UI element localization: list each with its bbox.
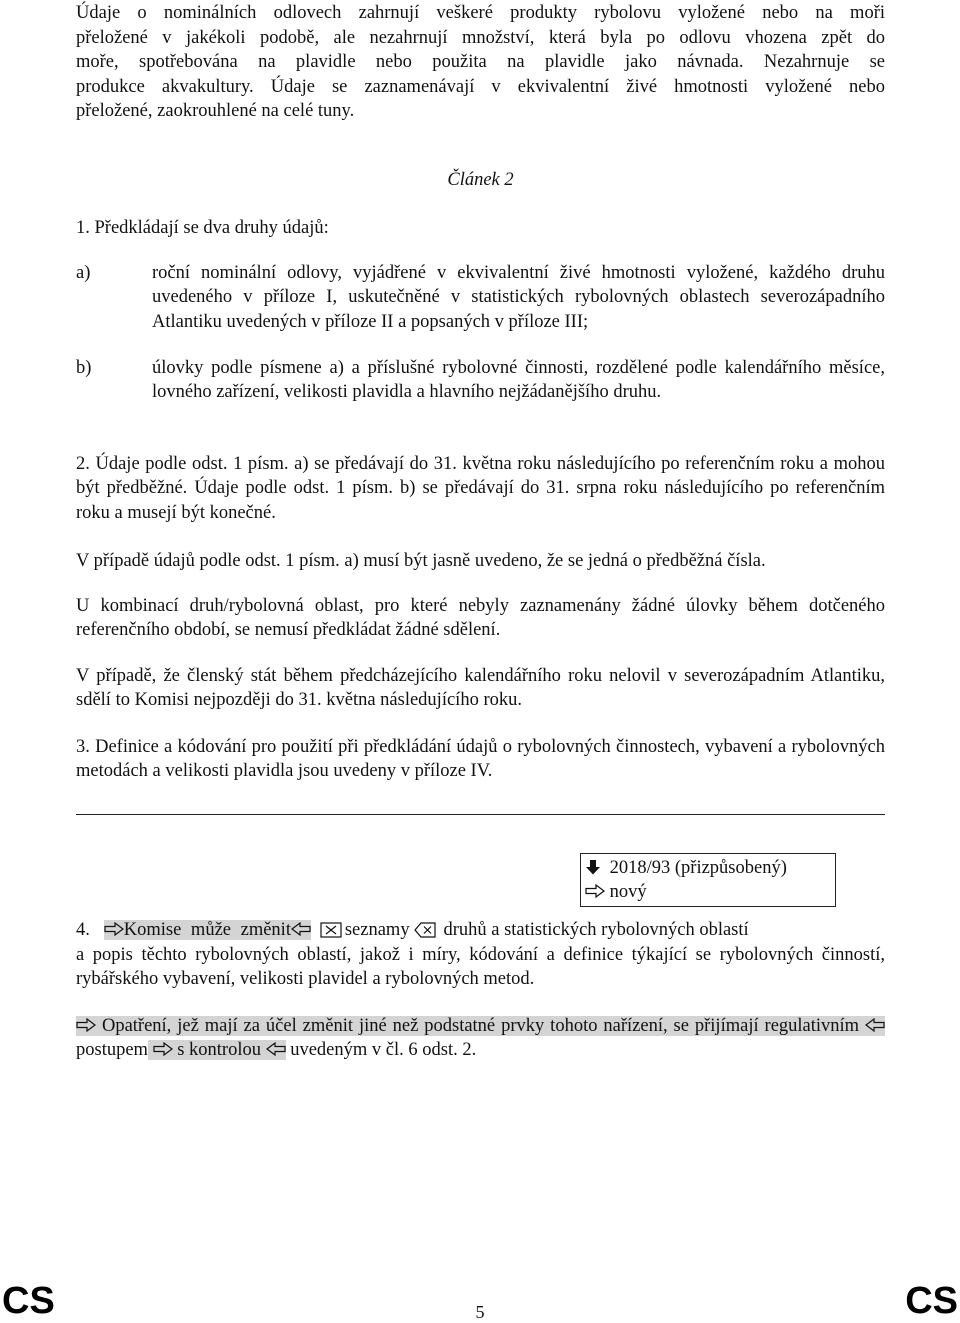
arrow-right-outline-icon [76, 1018, 96, 1032]
backspace-x-icon [414, 922, 434, 936]
reference-box-line-new [585, 880, 829, 904]
arrow-right-outline-icon [104, 922, 124, 936]
paragraph-4-first-line [76, 918, 885, 942]
paragraph-2: 2. Údaje podle odst. 1 písm. a) se předávají do 31. května roku následujícího po referenčním roku a mohou být předběžné. Údaje podle odst. 1 písm. b) se předávají do 31. srpna roku následujícího po referenčním roku a musejí být konečné. [76, 454, 885, 523]
paragraph-5-word: postupem [76, 1040, 148, 1061]
arrow-left-outline-icon [266, 1042, 286, 1056]
inserted-text [104, 920, 311, 940]
list-item-text: úlovky podle písmene a) a příslušné rybolovné činnosti, rozdělené podle kalendářního měsíce, lovného zařízení, velikosti plavidla a hlavního nejžádanějšího druhu. [152, 358, 885, 403]
paragraph-member-state: V případě, že členský stát během předcházejícího kalendářního roku nelovil v severozápadním Atlantiku, sdělí to Komisi nejpozději do 31. května následujícího roku. [76, 666, 885, 711]
language-code-right: CS [905, 1280, 958, 1322]
list-item-label: b) [76, 358, 92, 378]
language-code-left: CS [2, 1280, 55, 1322]
arrow-down-bold-icon [585, 860, 605, 874]
inserted-text [148, 1040, 286, 1060]
list-item-label: a) [76, 263, 91, 283]
arrow-left-outline-icon [291, 922, 311, 936]
delete-box-x-icon [320, 922, 340, 936]
arrow-left-outline-icon [865, 1018, 885, 1032]
paragraph-4-line-1-rest: druhů a statistických rybolovných oblastí [443, 920, 749, 940]
reference-new-text: nový [609, 882, 647, 903]
paragraph-preliminary: V případě údajů podle odst. 1 písm. a) musí být jasně uvedeno, že se jedná o předběžná čísla. [76, 551, 766, 571]
reference-adapted-text: 2018/93 (přizpůsobený) [609, 858, 787, 878]
inserted-text-content: Opatření, jež mají za účel změnit jiné než podstatné prvky tohoto nařízení, se přijímají regulativním [101, 1016, 860, 1036]
inserted-text [76, 1016, 885, 1036]
paragraph-5 [76, 1014, 885, 1063]
deleted-text: seznamy [344, 920, 410, 940]
paragraph-4-rest: a popis těchto rybolovných oblastí, jakož i míry, kódování a definice týkající se rybolovných činností, rybářského vybavení, velikosti plavidel a rybolovných metod. [76, 945, 885, 990]
intro-line: přeložené, zaokrouhlené na celé tuny. [76, 101, 355, 121]
list-item-text: roční nominální odlovy, vyjádřené v ekvivalentní živé hmotnosti vyložené, každého druhu uvedeného v příloze I, uskutečněné v statistických rybolovných oblastech severozápadního Atlantiku uvedených v příloze II a popsaných v příloze III; [152, 263, 885, 332]
separator-line [76, 814, 885, 815]
reference-box [580, 853, 836, 907]
inserted-text-content: Komise může změnit [123, 920, 291, 940]
intro-line: moře, spotřebována na plavidle nebo použita na plavidle jako návnada. Nezahrnuje se [76, 52, 885, 72]
paragraph-no-catch: U kombinací druh/rybolovná oblast, pro které nebyly zaznamenány žádné úlovky během dotčeného referenčního období, se nemusí předkládat žádné sdělení. [76, 596, 885, 641]
page-number: 5 [475, 1302, 485, 1322]
reference-box-line-adapted [585, 856, 829, 880]
arrow-right-outline-icon [153, 1042, 173, 1056]
intro-line: Údaje o nominálních odlovech zahrnují veškeré produkty rybolovu vyložené nebo na moři [76, 3, 885, 23]
paragraph-5-tail: uvedeným v čl. 6 odst. 2. [290, 1040, 477, 1061]
arrow-right-outline-icon [585, 884, 605, 898]
intro-line: přeložené v jakékoli podobě, ale nezahrnují množství, která byla po odlovu vhozena zpět do [76, 28, 885, 48]
article-title: Článek 2 [447, 170, 514, 190]
paragraph-4-number: 4. [76, 920, 90, 940]
inserted-text-content: s kontrolou [177, 1040, 261, 1061]
intro-line: produkce akvakultury. Údaje se zaznamenávají v ekvivalentní živé hmotnosti vyložené nebo [76, 77, 885, 97]
paragraph-3: 3. Definice a kódování pro použití při předkládání údajů o rybolovných činnostech, vybavení a rybolovných metodách a velikosti plavidla jsou uvedeny v příloze IV. [76, 737, 885, 782]
paragraph-1-intro: 1. Předkládají se dva druhy údajů: [76, 218, 329, 238]
